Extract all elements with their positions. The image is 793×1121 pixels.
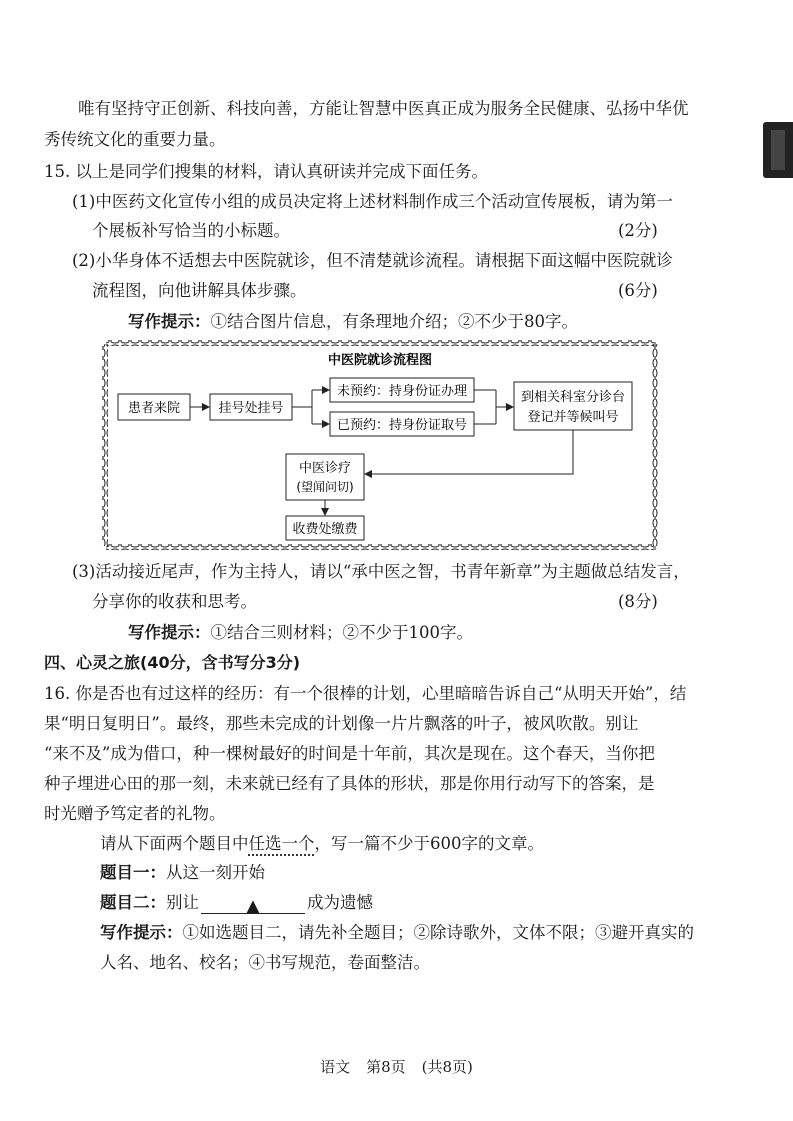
q16-line-4: 种子埋进心田的那一刻，未来就已经有了具体的形状，那是你用行动写下的答案，是 — [44, 774, 655, 793]
q16-line-2: 果“明日复明日”。最终，那些未完成的计划像一片片飘落的叶子，被风吹散。别让 — [44, 714, 639, 733]
hint-text: ①结合图片信息，有条理地介绍；②不少于80字。 — [210, 312, 578, 331]
topic1-label: 题目一： — [100, 863, 166, 882]
section-heading: 四、心灵之旅(40分，含书写分3分) — [44, 653, 301, 672]
node-pay: 收费处缴费 — [292, 522, 358, 537]
node-patient: 患者来院 — [127, 401, 181, 416]
topic2-label: 题目二： — [100, 893, 166, 912]
q15-part3-line1: (3)活动接近尾声，作为主持人，请以“承中医之智，书青年新章”为主题做总结发言， — [72, 562, 690, 581]
q15-part2-line2: 流程图，向他讲解具体步骤。 — [92, 281, 307, 300]
node-diag-line1: 中医诊疗 — [298, 461, 352, 476]
instr-emphasis: 任选一个 — [248, 834, 315, 853]
q15-part1-line1: (1)中医药文化宣传小组的成员决定将上述材料制作成三个活动宣传展板，请为第一 — [72, 192, 673, 211]
q15-part2-hint — [128, 311, 578, 333]
topic2-pre: 别让 — [166, 893, 199, 912]
q16-line-3: “来不及”成为借口，种一棵树最好的时间是十年前，其次是现在。这个春天，当你把 — [44, 744, 655, 763]
flowchart-title: 中医院就诊流程图 — [327, 353, 433, 368]
q16-instruction — [100, 833, 544, 855]
q15-part1-line2: 个展板补写恰当的小标题。 — [92, 221, 290, 240]
hint-label: 写作提示： — [128, 312, 211, 331]
q15-part1-score: (2分) — [618, 221, 658, 240]
node-no-appt: 未预约：持身份证办理 — [336, 384, 468, 399]
q15-part3-line2: 分享你的收获和思考。 — [92, 592, 257, 611]
q16-line-1: 16. 你是否也有过这样的经历：有一个很棒的计划，心里暗暗告诉自己“从明天开始”，结 — [44, 684, 687, 703]
arrow-dept-to-diag — [365, 430, 573, 474]
edge-binding-mark — [763, 122, 793, 178]
q15-part3-score: (8分) — [618, 592, 658, 611]
footer-total: (共8页) — [421, 1058, 473, 1076]
node-register: 挂号处挂号 — [218, 401, 284, 416]
q16-line-5: 时光赠予笃定者的礼物。 — [44, 804, 226, 823]
hint-text: ①如选题目二，请先补全题目；②除诗歌外，文体不限；③避开真实的 — [182, 923, 694, 942]
hint-text: ①结合三则材料；②不少于100字。 — [210, 623, 473, 642]
footer-page: 第8页 — [366, 1058, 406, 1076]
q15-part3-hint — [128, 622, 473, 644]
node-dept-line1: 到相关科室分诊台 — [520, 390, 626, 405]
node-appt: 已预约：持身份证取号 — [336, 418, 468, 433]
q16-topic2 — [100, 892, 373, 914]
node-diag-line2: (望闻问切) — [296, 480, 354, 494]
q15-part2-line1: (2)小华身体不适想去中医院就诊，但不清楚就诊流程。请根据下面这幅中医院就诊 — [72, 251, 673, 270]
topic2-blank: ▲ — [201, 895, 305, 914]
border-right — [652, 344, 658, 546]
hint-label: 写作提示： — [128, 623, 211, 642]
flowchart — [100, 338, 662, 552]
q16-hint-line2: 人名、地名、校名；④书写规范，卷面整洁。 — [100, 953, 430, 972]
q15-part2-score: (6分) — [618, 281, 658, 300]
border-top — [106, 340, 656, 346]
topic1-text: 从这一刻开始 — [166, 863, 265, 882]
instr-pre: 请从下面两个题目中 — [100, 834, 249, 853]
instr-post: ，写一篇不少于600字的文章。 — [314, 834, 544, 853]
footer-subject: 语文 — [320, 1058, 351, 1076]
border-left — [102, 344, 108, 546]
topic2-post: 成为遗憾 — [307, 893, 373, 912]
hint-label: 写作提示： — [100, 923, 183, 942]
q16-topic1 — [100, 862, 265, 884]
intro-line-2: 秀传统文化的重要力量。 — [44, 130, 226, 149]
border-bottom — [106, 544, 656, 550]
node-dept-line2: 登记并等候叫号 — [527, 410, 619, 425]
q15-stem: 15. 以上是同学们搜集的材料，请认真研读并完成下面任务。 — [44, 162, 488, 181]
intro-line-1: 唯有坚持守正创新、科技向善，方能让智慧中医真正成为服务全民健康、弘扬中华优 — [78, 99, 689, 118]
q16-hint-line1 — [100, 922, 694, 944]
page-footer — [0, 1056, 793, 1077]
